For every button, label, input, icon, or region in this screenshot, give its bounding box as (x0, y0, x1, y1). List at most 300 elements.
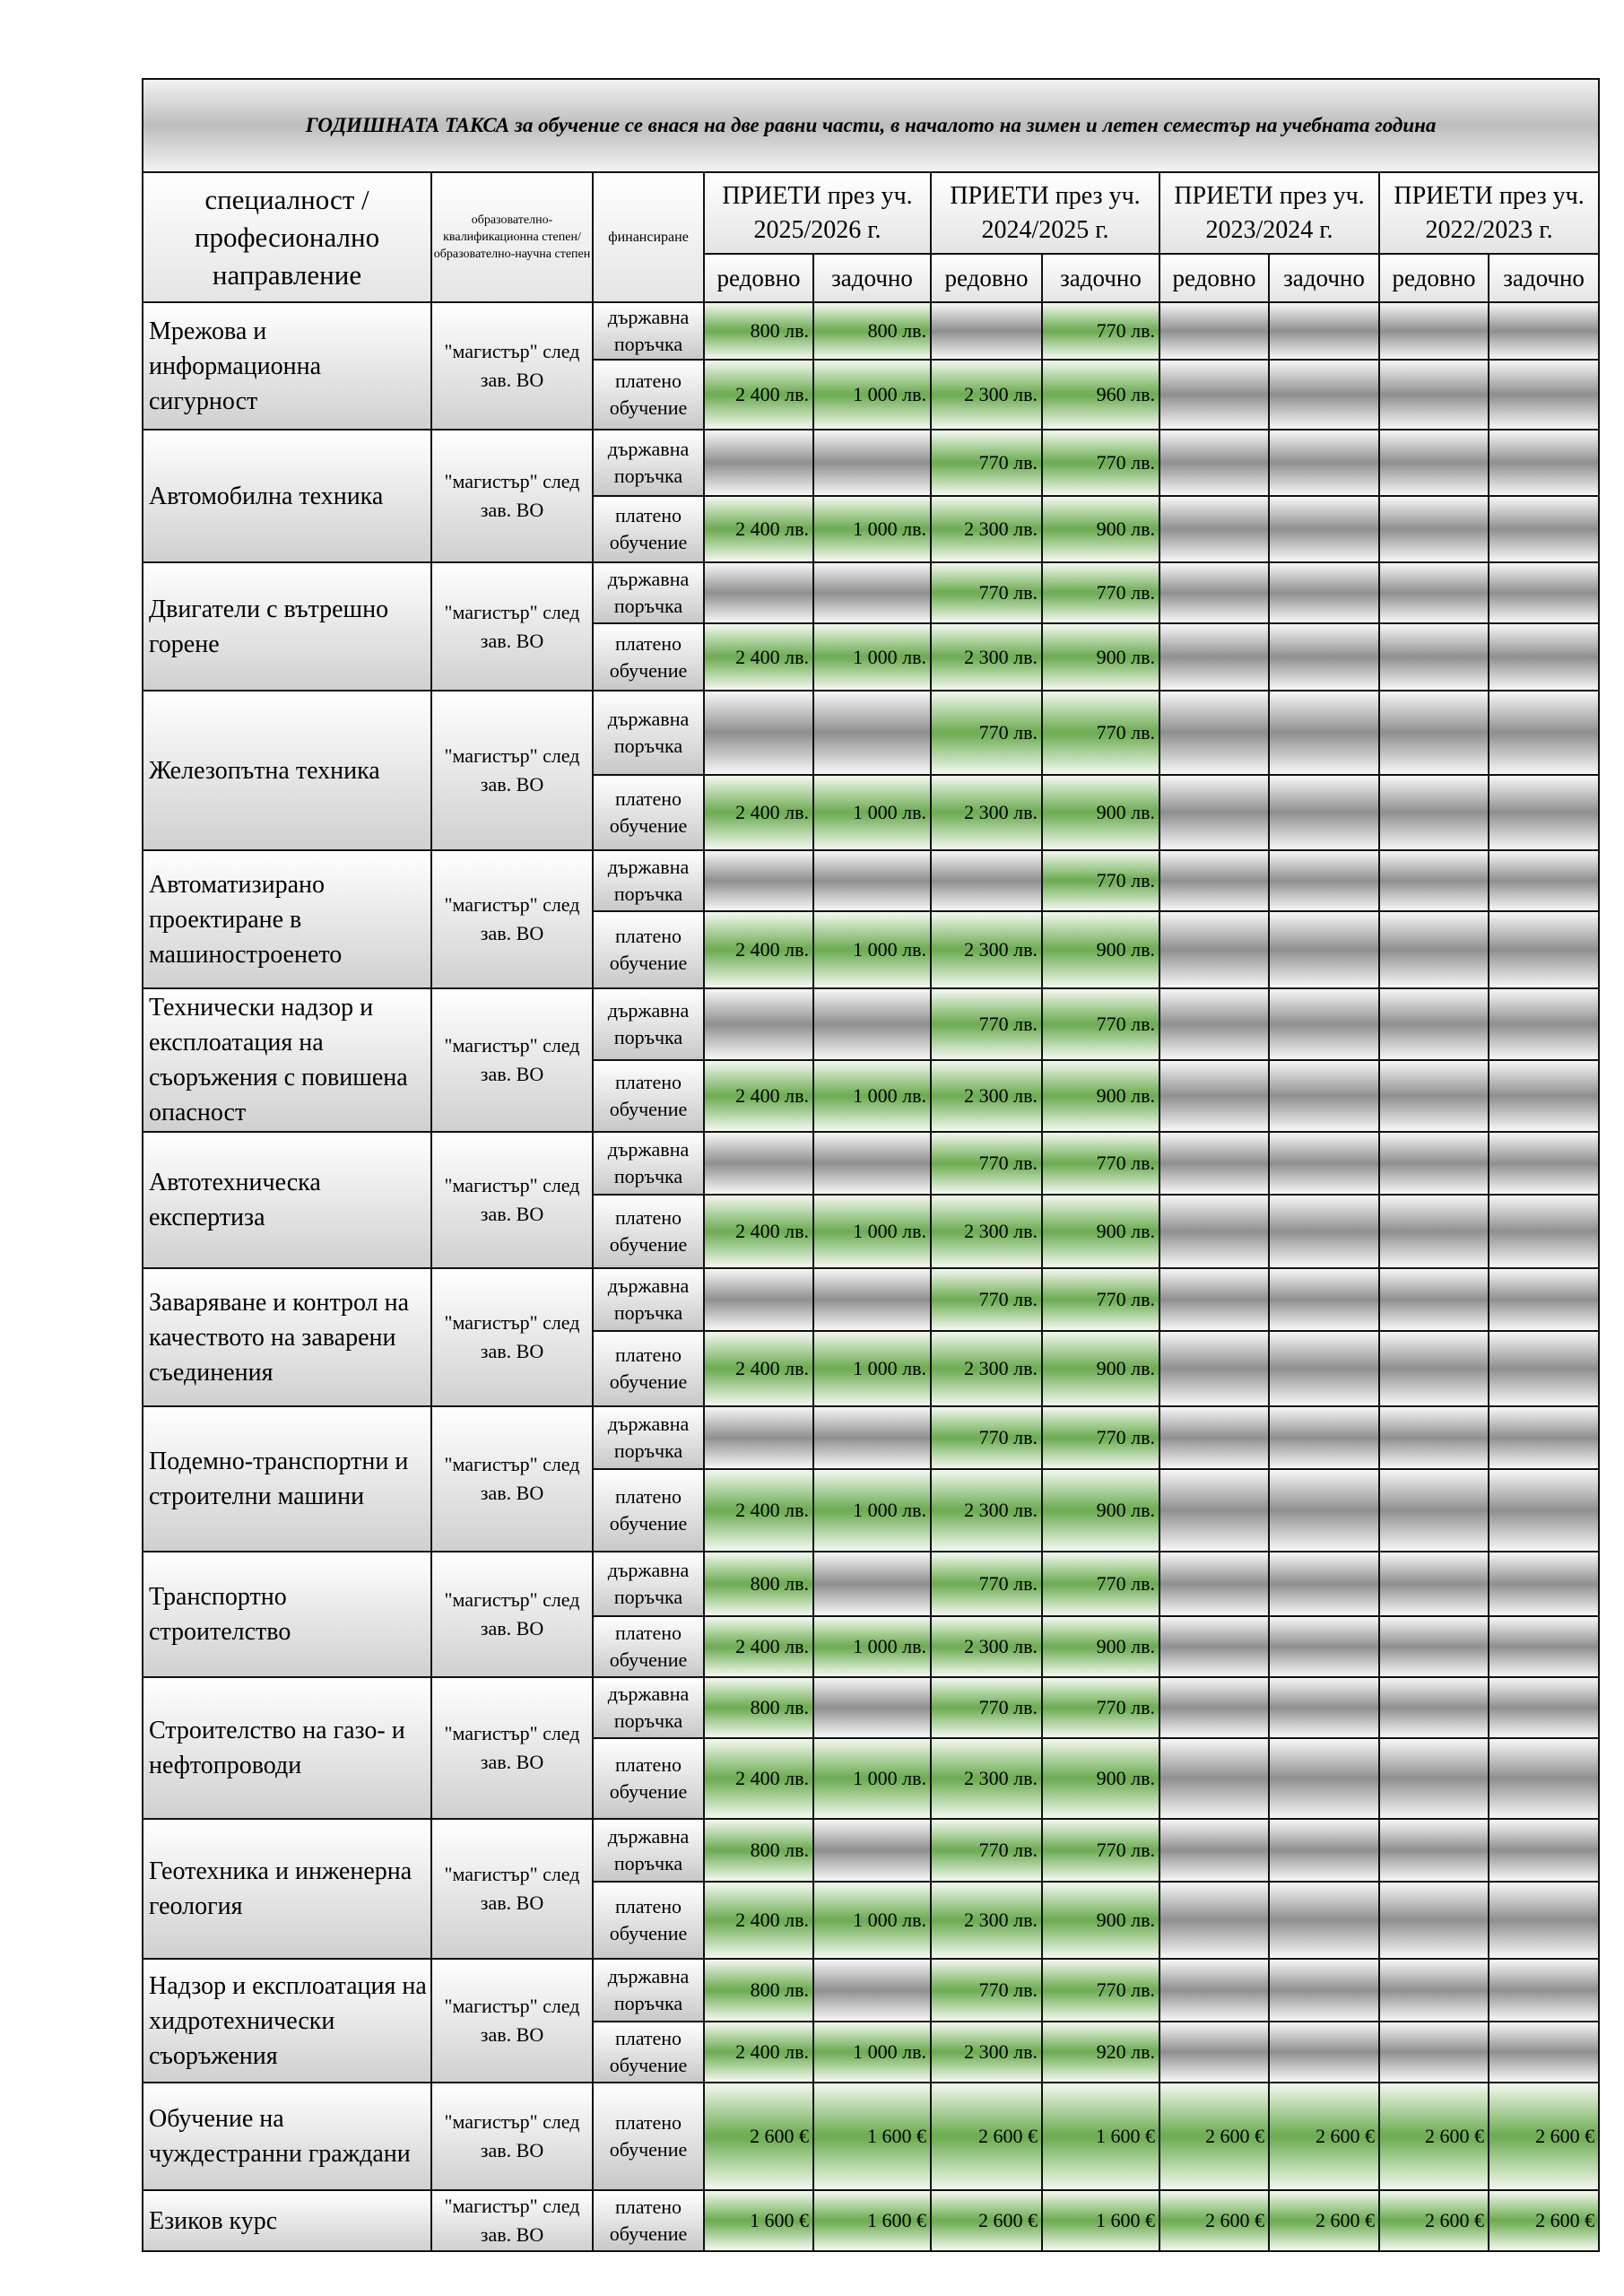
fee-cell: 2 600 € (931, 2190, 1042, 2251)
financing-type: платено обучение (593, 1331, 704, 1406)
fee-cell: 770 лв. (1042, 1959, 1159, 2022)
fee-cell: 770 лв. (1042, 302, 1159, 360)
fee-cell: 770 лв. (1042, 850, 1159, 911)
financing-type: държавна поръчка (593, 850, 704, 911)
fee-cell (1489, 496, 1599, 562)
fee-cell (1489, 1469, 1599, 1552)
table-row (143, 302, 1599, 360)
degree-cell: "магистър" след зав. ВО (431, 850, 593, 988)
fee-cell: 1 000 лв. (813, 1469, 931, 1552)
fee-cell (1159, 1882, 1269, 1959)
fee-cell: 2 400 лв. (704, 623, 813, 691)
fee-cell (813, 1132, 931, 1195)
fee-cell (813, 988, 931, 1060)
specialty-name: Заваряване и контрол на качеството на заварени съединения (143, 1268, 431, 1406)
financing-type: платено обучение (593, 1882, 704, 1959)
fee-cell (1379, 1959, 1489, 2022)
fee-cell (704, 850, 813, 911)
fee-cell (1269, 911, 1379, 988)
degree-cell: "магистър" след зав. ВО (431, 1406, 593, 1552)
fee-cell: 770 лв. (1042, 988, 1159, 1060)
fee-cell: 1 000 лв. (813, 911, 931, 988)
fee-cell: 2 600 € (1489, 2190, 1599, 2251)
degree-cell: "магистър" след зав. ВО (431, 430, 593, 562)
degree-cell: "магистър" след зав. ВО (431, 2083, 593, 2190)
fee-cell (704, 430, 813, 496)
fee-cell: 770 лв. (931, 691, 1042, 775)
fee-cell (1489, 1060, 1599, 1132)
specialty-name: Железопътна техника (143, 691, 431, 850)
fee-cell (1159, 1331, 1269, 1406)
fee-cell (1159, 775, 1269, 850)
fee-cell (1489, 911, 1599, 988)
header-part-time: задочно (1269, 254, 1379, 302)
fee-cell: 900 лв. (1042, 1738, 1159, 1819)
fee-cell (1159, 1552, 1269, 1616)
fee-cell: 2 300 лв. (931, 1469, 1042, 1552)
financing-type: държавна поръчка (593, 430, 704, 496)
degree-cell: "магистър" след зав. ВО (431, 1552, 593, 1677)
fee-cell (1489, 360, 1599, 430)
financing-type: държавна поръчка (593, 1677, 704, 1738)
fee-cell (1379, 1406, 1489, 1469)
fee-cell (1489, 1331, 1599, 1406)
fee-cell (1489, 2022, 1599, 2083)
header-full-time: редовно (1159, 254, 1269, 302)
table-row (143, 562, 1599, 623)
fee-cell: 2 300 лв. (931, 1060, 1042, 1132)
fee-cell: 770 лв. (931, 1132, 1042, 1195)
fee-cell: 2 400 лв. (704, 911, 813, 988)
fee-cell: 2 600 € (1489, 2083, 1599, 2190)
financing-type: държавна поръчка (593, 562, 704, 623)
fee-cell: 770 лв. (1042, 1132, 1159, 1195)
fee-cell (1269, 775, 1379, 850)
table-row (143, 430, 1599, 496)
table-row (143, 1406, 1599, 1469)
fee-cell: 2 400 лв. (704, 360, 813, 430)
header-year-2022: ПРИЕТИ през уч. 2022/2023 г. (1379, 172, 1599, 254)
fee-cell (1379, 562, 1489, 623)
fee-cell (1489, 623, 1599, 691)
fee-cell (1489, 1268, 1599, 1331)
header-specialty: специалност / професионално направление (143, 172, 431, 302)
fee-cell: 2 300 лв. (931, 1616, 1042, 1677)
fee-cell (813, 1677, 931, 1738)
fee-cell: 1 000 лв. (813, 1616, 931, 1677)
fee-cell: 770 лв. (931, 430, 1042, 496)
table-title: ГОДИШНАТА ТАКСА за обучение се внася на две равни части, в началото на зимен и летен семестър на учебната година (143, 79, 1599, 172)
fee-cell: 2 300 лв. (931, 1882, 1042, 1959)
fee-cell (1489, 562, 1599, 623)
fee-cell (1159, 1959, 1269, 2022)
fee-cell: 2 400 лв. (704, 1616, 813, 1677)
fee-cell (1379, 1060, 1489, 1132)
fee-cell: 2 400 лв. (704, 775, 813, 850)
fee-cell (1269, 430, 1379, 496)
financing-type: платено обучение (593, 496, 704, 562)
fee-cell: 2 300 лв. (931, 1738, 1042, 1819)
fee-cell: 2 600 € (1379, 2190, 1489, 2251)
fee-cell: 2 300 лв. (931, 360, 1042, 430)
fee-cell: 1 600 € (1042, 2190, 1159, 2251)
fee-cell (1379, 1469, 1489, 1552)
fee-cell (1489, 850, 1599, 911)
fee-cell: 900 лв. (1042, 496, 1159, 562)
fee-cell (1159, 988, 1269, 1060)
fee-cell (1159, 1060, 1269, 1132)
fee-cell (931, 850, 1042, 911)
fee-cell (1269, 1268, 1379, 1331)
fee-cell: 770 лв. (931, 1819, 1042, 1882)
fee-cell: 2 400 лв. (704, 1195, 813, 1268)
fee-cell (1159, 1469, 1269, 1552)
fee-cell: 1 000 лв. (813, 1331, 931, 1406)
fee-cell (1489, 1406, 1599, 1469)
fee-cell (1269, 2022, 1379, 2083)
fee-cell (1269, 1552, 1379, 1616)
degree-cell: "магистър" след зав. ВО (431, 1677, 593, 1819)
degree-cell: "магистър" след зав. ВО (431, 302, 593, 430)
fee-cell (1489, 1959, 1599, 2022)
fee-cell (1269, 691, 1379, 775)
fee-cell: 2 400 лв. (704, 496, 813, 562)
table-row (143, 1552, 1599, 1616)
fee-cell (1379, 496, 1489, 562)
table-row (143, 2190, 1599, 2251)
fee-cell (813, 1406, 931, 1469)
fee-cell (813, 1819, 931, 1882)
fee-cell: 960 лв. (1042, 360, 1159, 430)
fee-cell: 2 600 € (1379, 2083, 1489, 2190)
fee-cell: 1 000 лв. (813, 496, 931, 562)
fee-cell: 900 лв. (1042, 1469, 1159, 1552)
fee-cell: 900 лв. (1042, 1060, 1159, 1132)
fee-cell (813, 430, 931, 496)
fee-cell: 1 000 лв. (813, 2022, 931, 2083)
fee-cell (1159, 496, 1269, 562)
fee-cell: 1 000 лв. (813, 1738, 931, 1819)
fee-cell: 2 400 лв. (704, 1469, 813, 1552)
financing-type: платено обучение (593, 1195, 704, 1268)
fee-cell: 770 лв. (931, 1268, 1042, 1331)
header-full-time: редовно (704, 254, 813, 302)
fee-cell: 770 лв. (931, 1677, 1042, 1738)
specialty-name: Технически надзор и експлоатация на съоръжения с повишена опасност (143, 988, 431, 1132)
fee-cell: 770 лв. (1042, 1677, 1159, 1738)
degree-cell: "магистър" след зав. ВО (431, 2190, 593, 2251)
fee-cell (1379, 1738, 1489, 1819)
specialty-name: Мрежова и информационна сигурност (143, 302, 431, 430)
fee-cell (813, 850, 931, 911)
fee-cell (1489, 775, 1599, 850)
fee-cell (1489, 1132, 1599, 1195)
fee-cell: 800 лв. (704, 1819, 813, 1882)
table-row (143, 1819, 1599, 1882)
fee-cell (704, 1268, 813, 1331)
fee-cell (1489, 302, 1599, 360)
fee-cell: 1 000 лв. (813, 360, 931, 430)
fee-cell: 770 лв. (931, 1552, 1042, 1616)
fee-cell (704, 691, 813, 775)
fee-cell (1489, 1882, 1599, 1959)
fee-cell: 2 600 € (1269, 2190, 1379, 2251)
fee-cell (1159, 1406, 1269, 1469)
fee-cell (1489, 988, 1599, 1060)
fee-cell (1269, 1738, 1379, 1819)
fee-cell (1379, 1195, 1489, 1268)
fee-cell (704, 988, 813, 1060)
fee-cell (813, 1552, 931, 1616)
fee-cell (1379, 302, 1489, 360)
fee-cell (1269, 623, 1379, 691)
fee-cell (1379, 775, 1489, 850)
specialty-name: Транспортно строителство (143, 1552, 431, 1677)
fee-cell (1489, 1738, 1599, 1819)
fee-cell: 2 400 лв. (704, 1738, 813, 1819)
fee-cell: 2 300 лв. (931, 1331, 1042, 1406)
fee-cell: 2 400 лв. (704, 1331, 813, 1406)
fee-cell (1489, 430, 1599, 496)
fee-cell (1379, 360, 1489, 430)
fee-cell (1269, 496, 1379, 562)
table-row (143, 1132, 1599, 1195)
fee-cell (1379, 1677, 1489, 1738)
financing-type: държавна поръчка (593, 1132, 704, 1195)
header-full-time: редовно (931, 254, 1042, 302)
financing-type: платено обучение (593, 1616, 704, 1677)
fee-cell (1269, 360, 1379, 430)
fee-cell (1159, 691, 1269, 775)
specialty-name: Автоматизирано проектиране в машиностроенето (143, 850, 431, 988)
financing-type: платено обучение (593, 2190, 704, 2251)
fee-cell (1379, 1882, 1489, 1959)
fee-cell: 800 лв. (704, 1677, 813, 1738)
table-row (143, 850, 1599, 911)
fee-cell: 920 лв. (1042, 2022, 1159, 2083)
fee-cell (1379, 850, 1489, 911)
fee-cell: 2 300 лв. (931, 1195, 1042, 1268)
degree-cell: "магистър" след зав. ВО (431, 562, 593, 691)
header-financing: финансиране (593, 172, 704, 302)
fee-cell: 900 лв. (1042, 1195, 1159, 1268)
fee-cell (813, 1268, 931, 1331)
fee-cell: 2 600 € (704, 2083, 813, 2190)
fee-cell (1159, 1132, 1269, 1195)
fee-cell (1489, 1677, 1599, 1738)
fee-cell: 1 600 € (813, 2083, 931, 2190)
fee-cell: 1 000 лв. (813, 1195, 931, 1268)
fee-cell: 1 000 лв. (813, 1060, 931, 1132)
table-row (143, 1677, 1599, 1738)
financing-type: държавна поръчка (593, 691, 704, 775)
fee-cell (1379, 911, 1489, 988)
financing-type: платено обучение (593, 775, 704, 850)
header-year-2023: ПРИЕТИ през уч. 2023/2024 г. (1159, 172, 1379, 254)
fee-cell (1379, 691, 1489, 775)
specialty-name: Надзор и експлоатация на хидротехнически съоръжения (143, 1959, 431, 2083)
header-part-time: задочно (813, 254, 931, 302)
fee-cell: 800 лв. (704, 1552, 813, 1616)
fee-cell (1489, 1819, 1599, 1882)
financing-type: държавна поръчка (593, 1552, 704, 1616)
fee-cell (1379, 1331, 1489, 1406)
fee-cell (931, 302, 1042, 360)
financing-type: платено обучение (593, 2022, 704, 2083)
fee-cell (1269, 1959, 1379, 2022)
degree-cell: "магистър" след зав. ВО (431, 691, 593, 850)
header-part-time: задочно (1042, 254, 1159, 302)
fee-cell (1269, 1819, 1379, 1882)
fee-cell: 800 лв. (813, 302, 931, 360)
fee-cell: 1 600 € (704, 2190, 813, 2251)
fee-cell (704, 1406, 813, 1469)
fee-cell (1379, 623, 1489, 691)
fee-cell: 770 лв. (1042, 562, 1159, 623)
fee-cell: 770 лв. (931, 1406, 1042, 1469)
fee-cell: 800 лв. (704, 1959, 813, 2022)
financing-type: платено обучение (593, 2083, 704, 2190)
financing-type: платено обучение (593, 623, 704, 691)
fee-cell (1159, 911, 1269, 988)
fee-cell: 2 600 € (1159, 2083, 1269, 2190)
fee-cell: 770 лв. (931, 988, 1042, 1060)
fee-cell: 2 300 лв. (931, 496, 1042, 562)
fee-cell: 2 600 € (1269, 2083, 1379, 2190)
financing-type: платено обучение (593, 360, 704, 430)
fee-cell (1159, 1677, 1269, 1738)
specialty-name: Строителство на газо- и нефтопроводи (143, 1677, 431, 1819)
header-degree: образователно-квалификационна степен/образователно-научна степен (431, 172, 593, 302)
fee-cell (1489, 1552, 1599, 1616)
fee-cell (1269, 562, 1379, 623)
fee-cell: 1 000 лв. (813, 775, 931, 850)
specialty-name: Двигатели с вътрешно горене (143, 562, 431, 691)
fee-cell (813, 562, 931, 623)
fee-cell: 2 300 лв. (931, 623, 1042, 691)
fee-cell (1269, 1060, 1379, 1132)
fee-cell: 800 лв. (704, 302, 813, 360)
fee-cell: 770 лв. (1042, 1406, 1159, 1469)
fee-cell: 1 000 лв. (813, 1882, 931, 1959)
fee-cell: 2 400 лв. (704, 2022, 813, 2083)
fee-cell (1379, 430, 1489, 496)
tuition-fee-table (142, 78, 1600, 2252)
specialty-name: Автотехническа експертиза (143, 1132, 431, 1268)
fee-cell: 900 лв. (1042, 775, 1159, 850)
fee-cell: 1 600 € (1042, 2083, 1159, 2190)
table-row (143, 2083, 1599, 2190)
fee-cell (1269, 1195, 1379, 1268)
fee-cell (1159, 623, 1269, 691)
fee-cell (1159, 360, 1269, 430)
financing-type: държавна поръчка (593, 302, 704, 360)
specialty-name: Автомобилна техника (143, 430, 431, 562)
fee-cell (1269, 1132, 1379, 1195)
fee-cell: 2 300 лв. (931, 911, 1042, 988)
fee-cell (1269, 302, 1379, 360)
fee-cell (1159, 1268, 1269, 1331)
header-year-2024: ПРИЕТИ през уч. 2024/2025 г. (931, 172, 1159, 254)
specialty-name: Геотехника и инженерна геология (143, 1819, 431, 1959)
fee-cell (1379, 1268, 1489, 1331)
fee-cell: 900 лв. (1042, 623, 1159, 691)
fee-cell (1269, 1882, 1379, 1959)
fee-cell (1489, 1195, 1599, 1268)
fee-cell: 2 600 € (1159, 2190, 1269, 2251)
fee-cell (1269, 1469, 1379, 1552)
fee-cell (1159, 302, 1269, 360)
fee-cell (704, 1132, 813, 1195)
fee-cell (1269, 850, 1379, 911)
fee-cell (1269, 1331, 1379, 1406)
fee-cell (1269, 1616, 1379, 1677)
fee-cell: 2 300 лв. (931, 2022, 1042, 2083)
fee-cell (813, 1959, 931, 2022)
degree-cell: "магистър" след зав. ВО (431, 988, 593, 1132)
financing-type: държавна поръчка (593, 988, 704, 1060)
fee-cell (1489, 691, 1599, 775)
fee-cell: 2 400 лв. (704, 1060, 813, 1132)
fee-cell (1159, 1738, 1269, 1819)
fee-cell (1269, 1406, 1379, 1469)
fee-cell (1379, 1616, 1489, 1677)
fee-cell (1159, 1195, 1269, 1268)
financing-type: платено обучение (593, 911, 704, 988)
table-row (143, 1268, 1599, 1331)
financing-type: държавна поръчка (593, 1406, 704, 1469)
financing-type: държавна поръчка (593, 1268, 704, 1331)
fee-cell: 770 лв. (1042, 1819, 1159, 1882)
fee-cell: 900 лв. (1042, 1882, 1159, 1959)
fee-cell: 770 лв. (1042, 1552, 1159, 1616)
financing-type: държавна поръчка (593, 1819, 704, 1882)
header-year-2025: ПРИЕТИ през уч. 2025/2026 г. (704, 172, 931, 254)
specialty-name: Обучение на чуждестранни граждани (143, 2083, 431, 2190)
fee-cell: 900 лв. (1042, 1331, 1159, 1406)
fee-cell: 2 400 лв. (704, 1882, 813, 1959)
fee-cell: 900 лв. (1042, 1616, 1159, 1677)
fee-cell (1159, 2022, 1269, 2083)
fee-cell (1489, 1616, 1599, 1677)
fee-cell: 2 600 € (931, 2083, 1042, 2190)
fee-cell: 2 300 лв. (931, 775, 1042, 850)
fee-cell: 1 000 лв. (813, 623, 931, 691)
financing-type: платено обучение (593, 1469, 704, 1552)
fee-cell: 1 600 € (813, 2190, 931, 2251)
fee-cell (813, 691, 931, 775)
financing-type: платено обучение (593, 1060, 704, 1132)
fee-cell (1159, 1819, 1269, 1882)
fee-cell (704, 562, 813, 623)
header-full-time: редовно (1379, 254, 1489, 302)
fee-cell (1379, 988, 1489, 1060)
degree-cell: "магистър" след зав. ВО (431, 1132, 593, 1268)
financing-type: държавна поръчка (593, 1959, 704, 2022)
fee-cell: 770 лв. (1042, 430, 1159, 496)
table-row (143, 988, 1599, 1060)
fee-cell: 770 лв. (1042, 1268, 1159, 1331)
table-row (143, 691, 1599, 775)
degree-cell: "магистър" след зав. ВО (431, 1959, 593, 2083)
degree-cell: "магистър" след зав. ВО (431, 1819, 593, 1959)
specialty-name: Езиков курс (143, 2190, 431, 2251)
fee-cell (1379, 1132, 1489, 1195)
header-part-time: задочно (1489, 254, 1599, 302)
fee-cell: 770 лв. (931, 562, 1042, 623)
fee-cell (1379, 2022, 1489, 2083)
fee-cell (1159, 430, 1269, 496)
